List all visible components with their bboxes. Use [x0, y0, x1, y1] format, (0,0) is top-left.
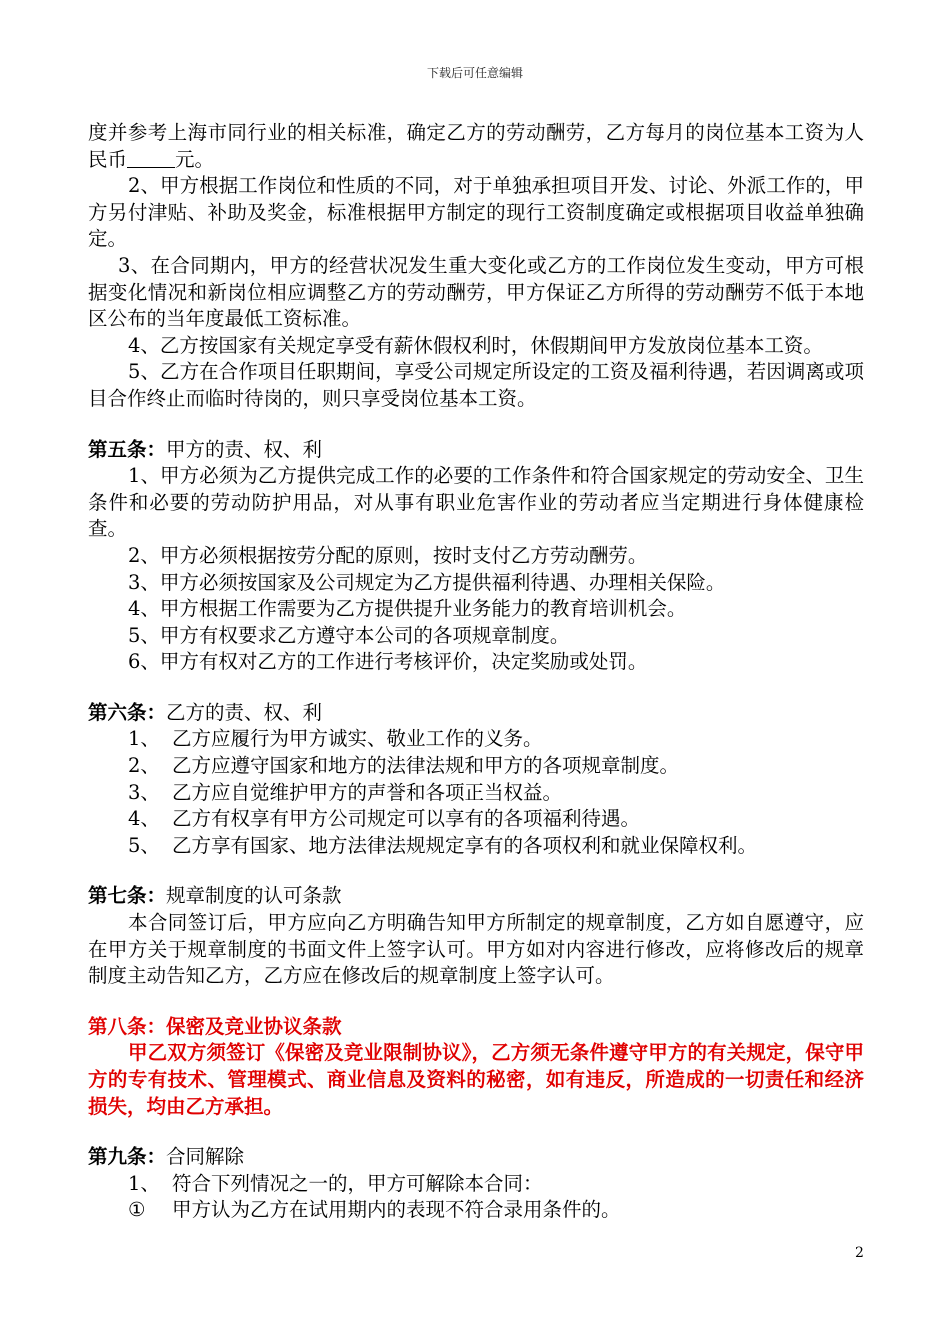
article-label: 第七条： [88, 884, 167, 908]
article-title: 规章制度的认可条款 [166, 884, 342, 908]
item-text: 乙方应履行为甲方诚实、敬业工作的义务。 [172, 727, 543, 751]
article-title: 甲方的责、权、利 [166, 437, 323, 461]
article-5-item: 3、甲方必须按国家及公司规定为乙方提供福利待遇、办理相关保险。 [128, 570, 726, 594]
page-number: 2 [855, 1245, 864, 1261]
article-label: 第九条： [88, 1145, 167, 1169]
article-title: 保密及竞业协议条款 [166, 1014, 342, 1038]
article-label: 第八条： [88, 1014, 167, 1038]
article-5-item: 1、甲方必须为乙方提供完成工作的必要的工作条件和符合国家规定的劳动安全、卫生条件和必要的劳动防护用品，对从事有职业危害作业的劳动者应当定期进行身体健康检查。 [88, 464, 864, 541]
page-header: 下载后可任意编辑 [426, 66, 523, 80]
article-5-heading [88, 437, 864, 464]
item-number: ① [128, 1198, 146, 1222]
article-9-heading [88, 1144, 864, 1171]
blank-line [127, 149, 175, 168]
wage-unit: 元。 [175, 147, 215, 171]
article-label: 第五条： [88, 437, 167, 461]
item-number: 4、 [128, 807, 160, 831]
article-title: 乙方的责、权、利 [166, 700, 323, 724]
article-6-item [88, 780, 864, 807]
wage-text: 度并参考上海市同行业的相关标准，确定乙方的劳动酬劳，乙方每月的岗位基本工资为人民币 [88, 121, 864, 171]
document-body [88, 120, 864, 1224]
article-5-item: 4、甲方根据工作需要为乙方提供提升业务能力的教育培训机会。 [128, 597, 687, 621]
article-6-item [88, 833, 864, 860]
item-text: 乙方有权享有甲方公司规定可以享有的各项福利待遇。 [172, 807, 641, 831]
item-number: 3、 [128, 780, 160, 804]
paragraph-wage [88, 120, 864, 173]
article-5-item: 5、甲方有权要求乙方遵守本公司的各项规章制度。 [128, 623, 570, 647]
article-6-item [88, 806, 864, 833]
article-5-item: 6、甲方有权对乙方的工作进行考核评价，决定奖励或处罚。 [128, 650, 648, 674]
article-7-heading [88, 883, 864, 910]
article-7-body: 本合同签订后，甲方应向乙方明确告知甲方所制定的规章制度，乙方如自愿遵守，应在甲方关于规章制度的书面文件上签字认可。甲方如对内容进行修改，应将修改后的规章制度主动告知乙方，乙方应在修改后的规章制度上签字认可。 [88, 911, 864, 988]
item-text: 乙方享有国家、地方法律法规规定享有的各项权利和就业保障权利。 [172, 833, 758, 857]
item-text: 乙方应自觉维护甲方的声誉和各项正当权益。 [172, 780, 563, 804]
article-6-item [88, 726, 864, 753]
item-number: 1、 [128, 1171, 160, 1195]
paragraph-5: 5、乙方在合作项目任职期间，享受公司规定所设定的工资及福利待遇，若因调离或项目合作终止而临时待岗的，则只享受岗位基本工资。 [88, 360, 864, 410]
article-6-heading [88, 700, 864, 727]
item-text: 符合下列情况之一的，甲方可解除本合同： [172, 1171, 543, 1195]
paragraph-2: 2、甲方根据工作岗位和性质的不同，对于单独承担项目开发、讨论、外派工作的，甲方另付津贴、补助及奖金，标准根据甲方制定的现行工资制度确定或根据项目收益单独确定。 [88, 174, 864, 251]
item-number: 1、 [128, 727, 160, 751]
item-text: 甲方认为乙方在试用期内的表现不符合录用条件的。 [172, 1198, 621, 1222]
item-number: 5、 [128, 833, 160, 857]
item-number: 2、 [128, 754, 160, 778]
article-9-item [88, 1171, 864, 1198]
paragraph-3: 3、在合同期内，甲方的经营状况发生重大变化或乙方的工作岗位发生变动，甲方可根据变化情况和新岗位相应调整乙方的劳动酬劳，甲方保证乙方所得的劳动酬劳不低于本地区公布的当年度最低工资标准。 [88, 253, 864, 331]
article-8-body: 甲乙双方须签订《保密及竞业限制协议》，乙方须无条件遵守甲方的有关规定，保守甲方的专有技术、管理模式、商业信息及资料的秘密，如有违反，所造成的一切责任和经济损失，均由乙方承担。 [88, 1041, 864, 1118]
article-8-heading [88, 1014, 864, 1041]
item-text: 乙方应遵守国家和地方的法律法规和甲方的各项规章制度。 [172, 754, 680, 778]
article-6-item [88, 753, 864, 780]
paragraph-4: 4、乙方按国家有关规定享受有薪休假权利时，休假期间甲方发放岗位基本工资。 [128, 333, 823, 357]
article-title: 合同解除 [166, 1145, 245, 1169]
article-label: 第六条： [88, 700, 167, 724]
article-5-item: 2、甲方必须根据按劳分配的原则，按时支付乙方劳动酬劳。 [128, 543, 648, 567]
article-9-item [88, 1197, 864, 1224]
